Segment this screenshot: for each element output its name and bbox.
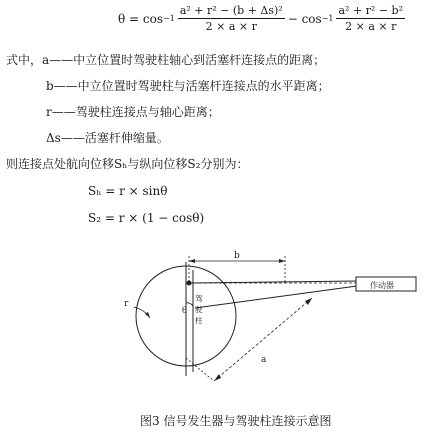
- label-b: b: [234, 251, 240, 261]
- label-r: r: [124, 299, 129, 309]
- a-ext-line: [186, 358, 214, 381]
- equation-sh: Sₕ = r × sinθ: [88, 184, 168, 198]
- displacement-intro: 则连接点处航向位移Sₕ与纵向位移S₂分别为：: [6, 157, 249, 171]
- definition-ds: Δs——活塞杆伸缩量。: [46, 131, 169, 145]
- definition-a: 式中，a——中立位置时驾驶柱轴心到活塞杆连接点的距离；: [6, 53, 326, 67]
- theta-arc: [186, 303, 193, 306]
- eq-frac1-den: 2 × a × r: [205, 20, 257, 33]
- label-a: a: [261, 355, 267, 365]
- b-arrow-right: [279, 259, 285, 263]
- actuator-label: 作动器: [370, 281, 394, 290]
- column-label-3: 柱: [195, 316, 203, 325]
- eq-frac2-den: 2 × a × r: [345, 20, 397, 33]
- eq-sup2: −1: [321, 14, 334, 23]
- label-theta: θ: [182, 306, 187, 315]
- a-dimension-line: [214, 298, 312, 381]
- eq-frac1-num: a² + r² − (b + Δs)²: [179, 4, 283, 17]
- eq-frac2-num: a² + r² − b²: [338, 4, 403, 17]
- definition-r: r——驾驶柱连接点与轴心距离；: [46, 105, 220, 119]
- column-label-2: 驶: [195, 305, 203, 314]
- eq-minus: − cos: [287, 11, 322, 26]
- a-arrow-bottom: [214, 374, 221, 381]
- b-arrow-left: [189, 259, 195, 263]
- equation-sz: S₂ = r × (1 − cosθ): [88, 211, 205, 225]
- rod-line-2: [195, 286, 357, 308]
- a-arrow-top: [305, 298, 312, 305]
- column-label-1: 驾: [195, 294, 203, 303]
- definition-b: b——中立位置时驾驶柱与活塞杆连接点的水平距离；: [46, 79, 330, 93]
- eq-lhs: θ = cos: [118, 11, 164, 26]
- figure-caption: 图3 信号发生器与驾驶柱连接示意图: [140, 414, 332, 428]
- eq-sup1: −1: [163, 14, 175, 23]
